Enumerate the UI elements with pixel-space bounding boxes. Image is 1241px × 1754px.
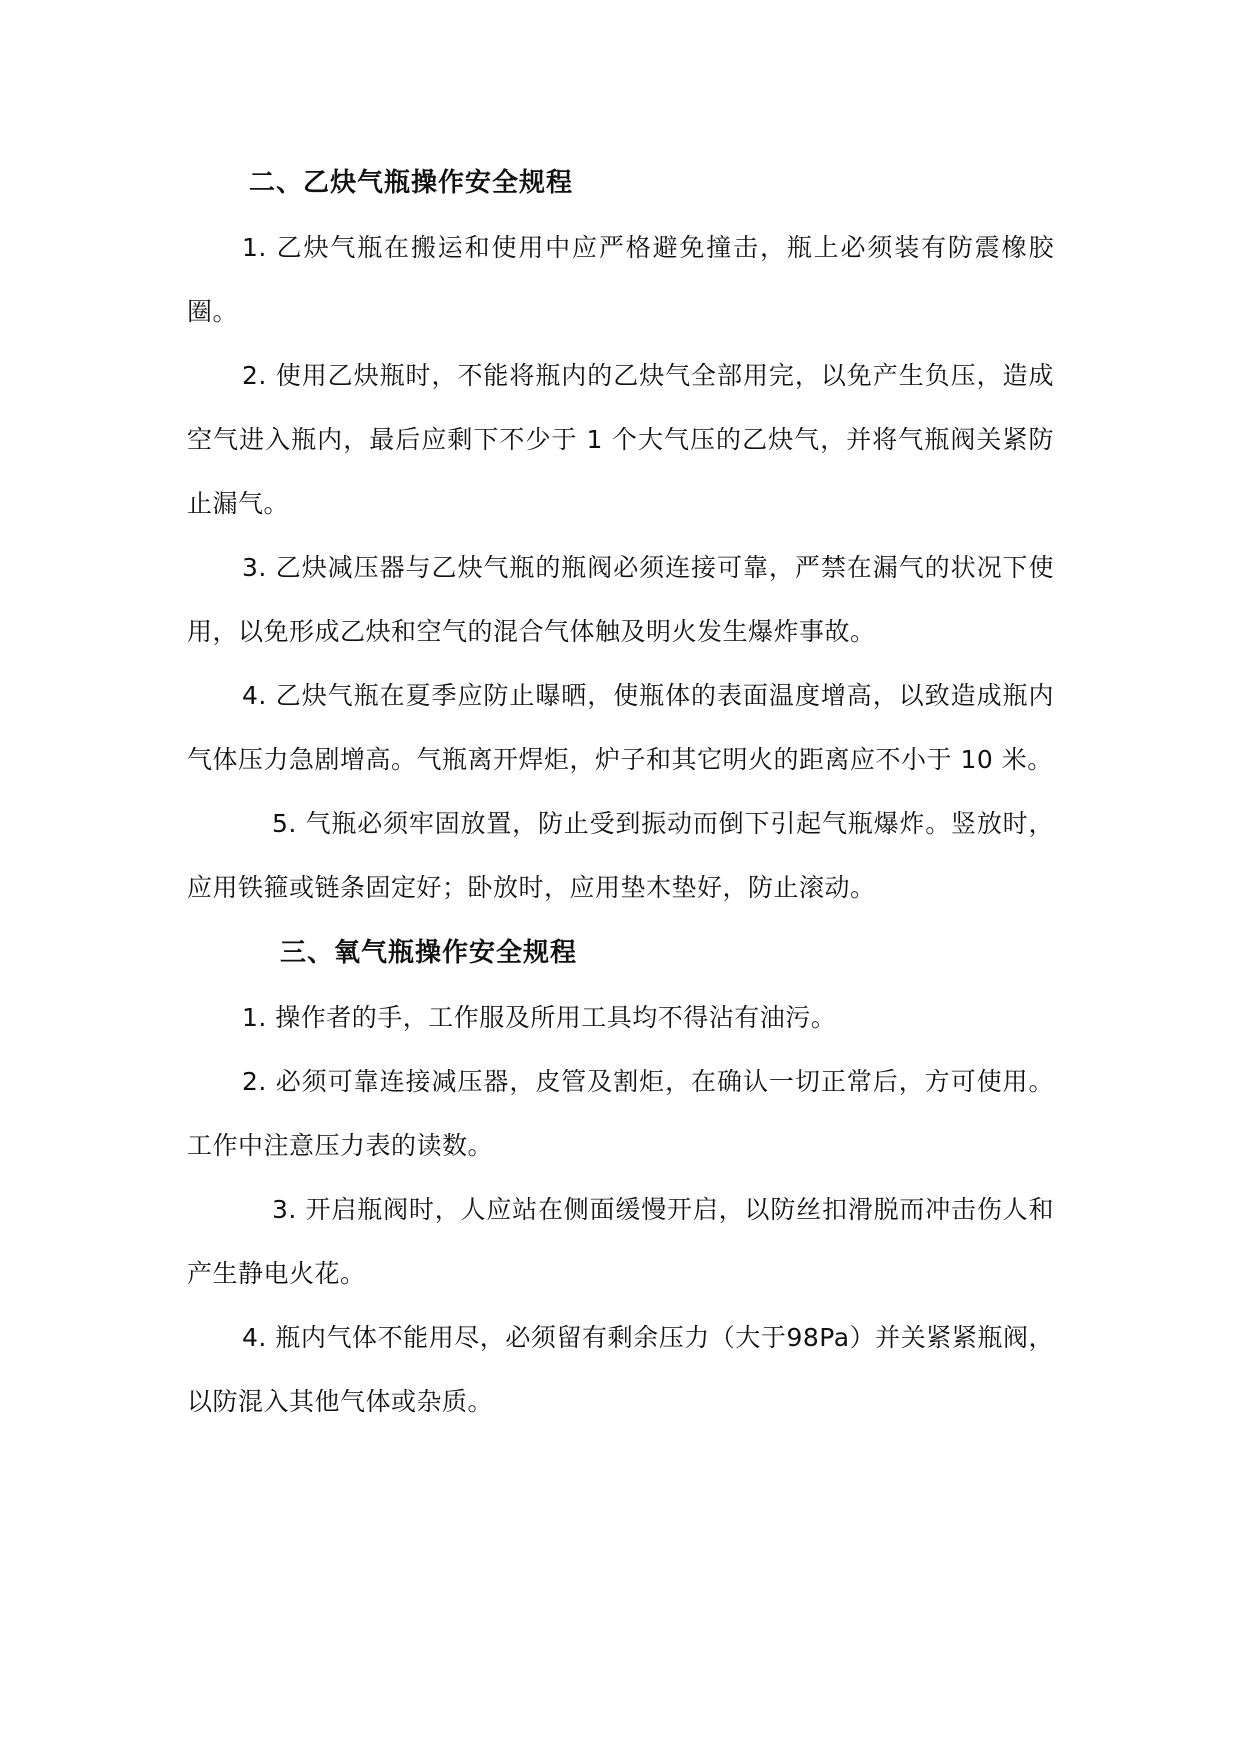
- acetylene-rule-1: 1. 乙炔气瓶在搬运和使用中应严格避免撞击，瓶上必须装有防震橡胶圈。: [187, 233, 1054, 326]
- oxygen-rule-4: 4. 瓶内气体不能用尽，必须留有剩余压力（大于98Pa）并关紧紧瓶阀，以防混入其他气体或杂质。: [187, 1323, 1054, 1416]
- acetylene-rule-2: 2. 使用乙炔瓶时，不能将瓶内的乙炔气全部用完，以免产生负压，造成空气进入瓶内，最后应剩下不少于 1 个大气压的乙炔气，并将气瓶阀关紧防止漏气。: [187, 361, 1054, 518]
- oxygen-rule-3: 3. 开启瓶阀时，人应站在侧面缓慢开启，以防丝扣滑脱而冲击伤人和产生静电火花。: [187, 1195, 1054, 1288]
- oxygen-rule-2: 2. 必须可靠连接减压器，皮管及割炬，在确认一切正常后，方可使用。工作中注意压力表的读数。: [187, 1067, 1054, 1160]
- oxygen-rule-1: 1. 操作者的手，工作服及所用工具均不得沾有油污。: [242, 1003, 837, 1032]
- section-heading-oxygen: 三、氧气瓶操作安全规程: [280, 938, 578, 968]
- acetylene-rule-4: 4. 乙炔气瓶在夏季应防止曝晒，使瓶体的表面温度增高，以致造成瓶内气体压力急剧增高。气瓶离开焊炬，炉子和其它明火的距离应不小于 10 米。: [187, 681, 1054, 774]
- document-body: [187, 150, 1054, 1434]
- acetylene-rule-3: 3. 乙炔减压器与乙炔气瓶的瓶阀必须连接可靠，严禁在漏气的状况下使用，以免形成乙炔和空气的混合气体触及明火发生爆炸事故。: [187, 553, 1054, 646]
- acetylene-rule-5: 5. 气瓶必须牢固放置，防止受到振动而倒下引起气瓶爆炸。竖放时，应用铁箍或链条固定好；卧放时，应用垫木垫好，防止滚动。: [187, 809, 1054, 902]
- section-heading-acetylene: 二、乙炔气瓶操作安全规程: [249, 168, 574, 198]
